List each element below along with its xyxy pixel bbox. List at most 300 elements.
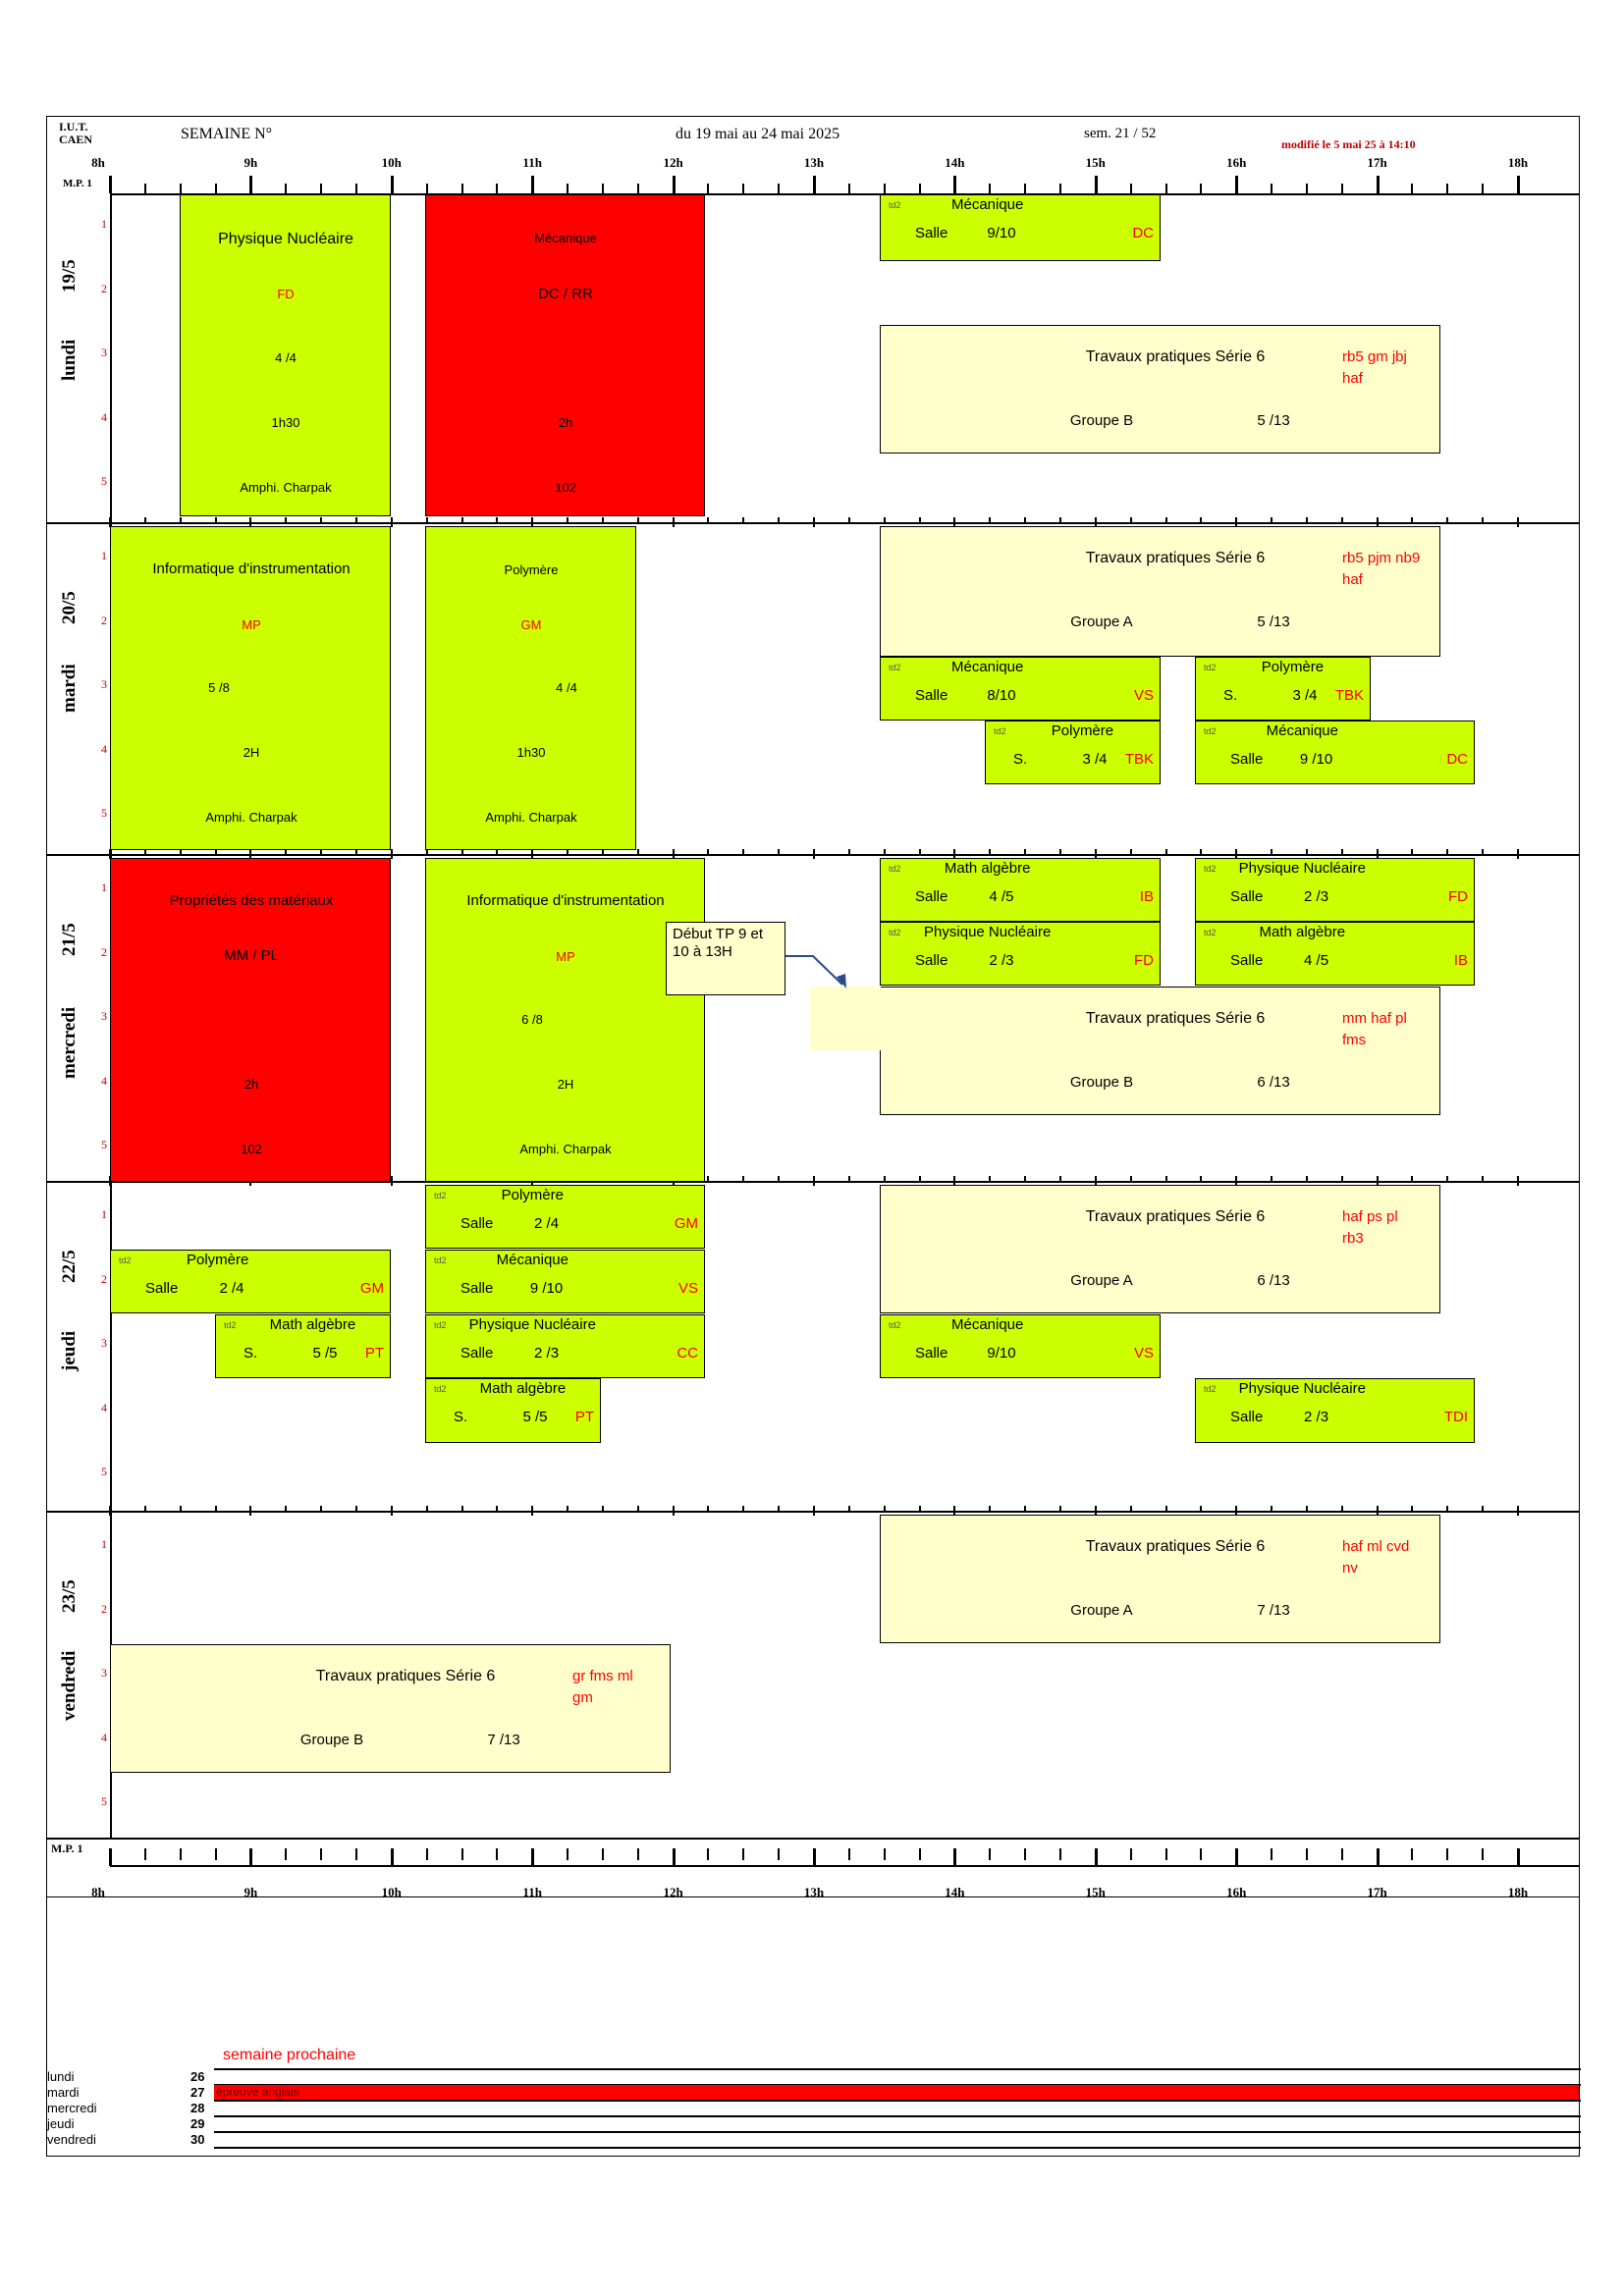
tp-group: Groupe B: [299, 1732, 364, 1748]
separator-tick: [673, 517, 675, 527]
tp-group: Groupe A: [1070, 1272, 1133, 1289]
time-axis-bottom-top: [46, 1838, 1580, 1840]
td-session: 2 /4: [219, 1280, 244, 1297]
separator-tick: [1165, 517, 1167, 523]
time-tick: [215, 1848, 217, 1860]
separator-tick: [707, 1506, 709, 1512]
separator-tick: [1482, 517, 1484, 523]
separator-tick: [1306, 1176, 1308, 1182]
td-tag: td2: [1204, 1384, 1217, 1394]
separator-tick: [1200, 517, 1202, 523]
time-tick: [1059, 184, 1061, 193]
td-mecanique[interactable]: [1195, 721, 1475, 784]
td-room: Salle: [1230, 888, 1264, 905]
separator-tick: [1024, 1506, 1026, 1512]
time-tick: [249, 176, 252, 193]
td-session: 5 /5: [522, 1409, 548, 1425]
time-tick: [355, 1848, 357, 1860]
time-tick: [109, 1848, 112, 1866]
time-tick: [1306, 184, 1308, 193]
separator-tick: [426, 517, 428, 523]
tp-serie-6[interactable]: [880, 1515, 1440, 1643]
separator-tick: [285, 1506, 287, 1512]
separator-tick: [884, 517, 886, 523]
separator-tick: [637, 517, 639, 523]
time-tick: [1059, 1848, 1061, 1860]
time-tick: [884, 1848, 886, 1860]
td-session: 9 /10: [529, 1280, 564, 1297]
td-polymere[interactable]: [985, 721, 1161, 784]
td-room: Salle: [915, 1345, 948, 1362]
separator-tick: [1130, 517, 1132, 523]
td-session: 9/10: [987, 225, 1016, 241]
td-math-algebre[interactable]: [1195, 922, 1475, 986]
td-physique-nucleaire[interactable]: [880, 922, 1161, 986]
td-tag: td2: [889, 663, 901, 672]
td-room: S.: [1013, 751, 1028, 768]
time-tick: [1377, 1848, 1380, 1866]
tp-teachers: haf ps pl: [1342, 1208, 1398, 1225]
hour-label: 9h: [244, 1885, 258, 1899]
time-tick: [953, 1848, 956, 1866]
next-week-row: [47, 2132, 1579, 2147]
separator-tick: [144, 1506, 146, 1512]
tp-group: Groupe B: [1069, 412, 1134, 429]
hour-label: 13h: [803, 1885, 825, 1899]
separator-tick: [1517, 849, 1519, 859]
tp-serie-6[interactable]: [880, 325, 1440, 454]
slot-number: 3: [101, 1009, 107, 1023]
time-tick: [1130, 184, 1132, 193]
schedule-note: Début TP 9 et 10 à 13H: [666, 922, 785, 995]
time-tick: [531, 176, 534, 193]
separator-tick: [1024, 517, 1026, 523]
td-polymere[interactable]: [425, 1185, 705, 1249]
separator-tick: [1411, 1506, 1413, 1512]
separator-tick: [673, 1506, 675, 1516]
separator-tick: [742, 517, 744, 523]
td-mecanique[interactable]: [880, 657, 1161, 721]
time-tick: [1200, 184, 1202, 193]
separator-tick: [1200, 849, 1202, 855]
td-room: Salle: [915, 888, 948, 905]
td-tag: td2: [224, 1320, 237, 1330]
next-week-row: [47, 2085, 1579, 2100]
time-tick: [180, 184, 182, 193]
hour-label: 8h: [91, 155, 105, 170]
separator-tick: [1517, 1176, 1519, 1186]
tp-extension-area: [810, 987, 881, 1050]
hour-label: 13h: [803, 155, 825, 170]
slot-number: 3: [101, 677, 107, 691]
td-teacher: DC: [1132, 225, 1154, 241]
day-name: jeudi: [59, 1330, 80, 1371]
separator-tick: [919, 517, 921, 523]
separator-tick: [144, 517, 146, 523]
time-tick: [426, 184, 428, 193]
next-week-date: 26: [190, 2069, 205, 2084]
hour-label: 10h: [381, 155, 402, 170]
tp-teachers: gr fms ml: [572, 1668, 633, 1684]
tp-teachers-2: rb3: [1342, 1230, 1364, 1247]
next-week-day: jeudi: [47, 2116, 75, 2131]
slot-number: 4: [101, 741, 107, 756]
td-title: Polymère: [1261, 659, 1325, 675]
td-room: S.: [454, 1409, 468, 1425]
td-session: 2 /3: [1304, 888, 1329, 905]
time-tick: [813, 1848, 816, 1866]
course-informatique-instrumentation[interactable]: Informatique d'instrumentation MP 5 /8 2H Amphi. Charpak: [110, 526, 391, 850]
separator-tick: [637, 849, 639, 855]
slot-number: 1: [101, 217, 107, 231]
hour-label: 16h: [1226, 1885, 1247, 1899]
tp-teachers: mm haf pl: [1342, 1010, 1407, 1027]
next-week-date: 28: [190, 2101, 205, 2115]
hour-label: 8h: [91, 1885, 105, 1899]
td-teacher: PT: [364, 1345, 384, 1362]
separator-tick: [461, 1506, 463, 1512]
course-polymere[interactable]: Polymère GM 4 /4 1h30 Amphi. Charpak: [425, 526, 636, 850]
td-teacher: FD: [1134, 952, 1154, 969]
time-tick: [180, 1848, 182, 1860]
slot-number: 1: [101, 1207, 107, 1221]
separator-tick: [1165, 1506, 1167, 1512]
hour-label: 11h: [522, 155, 542, 170]
td-room: Salle: [460, 1280, 494, 1297]
separator-tick: [285, 517, 287, 523]
td-session: 4 /5: [1304, 952, 1329, 969]
course-physique-nucleaire[interactable]: Physique Nucléaire FD 4 /4 1h30 Amphi. Charpak: [180, 194, 391, 516]
next-week-day: mercredi: [47, 2101, 97, 2115]
time-tick: [813, 176, 816, 193]
time-tick: [1517, 176, 1520, 193]
slot-number: 2: [101, 1601, 107, 1616]
td-tag: td2: [1204, 928, 1217, 937]
td-tag: td2: [889, 928, 901, 937]
time-tick: [1200, 1848, 1202, 1860]
separator-tick: [1517, 517, 1519, 527]
day-date: 22/5: [59, 1250, 80, 1283]
separator-tick: [1059, 1506, 1061, 1512]
separator-tick: [1271, 1176, 1272, 1182]
slot-number: 3: [101, 1336, 107, 1350]
td-teacher: IB: [1139, 888, 1154, 905]
separator-tick: [249, 1506, 251, 1516]
separator-tick: [1411, 517, 1413, 523]
td-math-algebre[interactable]: [215, 1314, 391, 1378]
td-title: Physique Nucléaire: [468, 1316, 596, 1333]
separator-tick: [813, 849, 815, 859]
td-title: Mécanique: [1266, 722, 1338, 739]
time-tick: [602, 1848, 604, 1860]
time-tick: [742, 1848, 744, 1860]
separator-tick: [707, 1176, 709, 1182]
td-teacher: TBK: [1334, 687, 1364, 704]
slot-number: 3: [101, 346, 107, 359]
time-tick: [320, 184, 322, 193]
group-label-top: M.P. 1: [63, 178, 92, 189]
separator-tick: [1482, 849, 1484, 855]
separator-tick: [391, 1176, 393, 1186]
next-week-row: [47, 2069, 1579, 2084]
next-week-row: [47, 2116, 1579, 2131]
td-tag: td2: [1204, 864, 1217, 874]
separator-tick: [391, 517, 393, 527]
hour-label: 15h: [1085, 1885, 1106, 1899]
td-teacher: PT: [574, 1409, 594, 1425]
day-date: 19/5: [59, 259, 80, 293]
separator-tick: [1411, 849, 1413, 855]
day-name: mercredi: [59, 1006, 80, 1079]
td-tag: td2: [889, 1320, 901, 1330]
td-tag: td2: [889, 200, 901, 210]
slot-number: 5: [101, 474, 107, 488]
td-room: S.: [1223, 687, 1238, 704]
td-room: Salle: [1230, 751, 1264, 768]
td-session: 4 /5: [989, 888, 1014, 905]
hour-label: 18h: [1507, 1885, 1529, 1899]
separator-tick: [848, 1176, 850, 1182]
time-tick: [673, 1848, 676, 1866]
time-tick: [1517, 1848, 1520, 1866]
td-title: Physique Nucléaire: [1238, 860, 1366, 877]
separator-tick: [1306, 517, 1308, 523]
time-tick: [355, 184, 357, 193]
slot-number: 5: [101, 806, 107, 820]
time-tick: [1024, 1848, 1026, 1860]
slot-number: 2: [101, 281, 107, 295]
td-room: Salle: [460, 1215, 494, 1232]
td-math-algebre[interactable]: [425, 1378, 601, 1443]
time-tick: [778, 184, 780, 193]
hour-label: 12h: [663, 155, 683, 170]
tp-count: 6 /13: [1257, 1272, 1290, 1289]
hour-label: 17h: [1367, 1885, 1387, 1899]
td-session: 8/10: [987, 687, 1016, 704]
td-room: Salle: [915, 225, 948, 241]
td-title: Math algèbre: [269, 1316, 356, 1333]
hour-label: 16h: [1226, 155, 1247, 170]
date-range: du 19 mai au 24 mai 2025: [676, 126, 840, 142]
td-tag: td2: [434, 1384, 447, 1394]
tp-count: 5 /13: [1257, 412, 1290, 429]
tp-serie-6[interactable]: [880, 987, 1440, 1115]
slot-number: 1: [101, 1537, 107, 1551]
tp-serie-6[interactable]: [110, 1644, 671, 1773]
separator-tick: [1446, 1176, 1448, 1182]
separator-tick: [215, 517, 217, 523]
time-tick: [1165, 184, 1167, 193]
time-tick: [1095, 176, 1098, 193]
separator-tick: [1059, 517, 1061, 523]
note-arrow: [785, 947, 854, 991]
separator-tick: [1165, 849, 1167, 855]
time-tick: [919, 184, 921, 193]
separator-tick: [602, 517, 604, 523]
tp-teachers: rb5 pjm nb9: [1342, 550, 1421, 566]
tp-serie-6[interactable]: [880, 526, 1440, 657]
slot-number: 2: [101, 1271, 107, 1286]
time-tick: [496, 184, 498, 193]
separator-tick: [426, 1506, 428, 1512]
tp-title: Travaux pratiques Série 6: [315, 1668, 496, 1684]
separator-tick: [496, 517, 498, 523]
td-session: 2 /3: [534, 1345, 560, 1362]
td-teacher: TDI: [1443, 1409, 1468, 1425]
separator-tick: [1341, 1176, 1343, 1182]
day-name: lundi: [59, 339, 80, 381]
separator-tick: [602, 1506, 604, 1512]
separator-tick: [1306, 1506, 1308, 1512]
slot-number: 5: [101, 1794, 107, 1808]
slot-number: 4: [101, 1730, 107, 1744]
day-date: 23/5: [59, 1579, 80, 1613]
td-physique-nucleaire[interactable]: [1195, 1378, 1475, 1443]
time-tick: [391, 1848, 394, 1866]
separator-tick: [355, 517, 357, 523]
time-tick: [1271, 1848, 1272, 1860]
tp-group: Groupe A: [1070, 614, 1133, 630]
time-tick: [215, 184, 217, 193]
time-tick: [1446, 184, 1448, 193]
day-name: mardi: [59, 664, 80, 713]
next-week-row: [47, 2101, 1579, 2115]
separator-tick: [531, 1506, 533, 1516]
separator-tick: [637, 1506, 639, 1512]
separator-tick: [320, 517, 322, 523]
course-mecanique[interactable]: Mécanique DC / RR 2h 102: [425, 194, 705, 516]
td-mecanique[interactable]: [880, 194, 1161, 261]
tp-teachers-2: haf: [1342, 370, 1363, 387]
td-math-algebre[interactable]: [880, 858, 1161, 922]
separator-tick: [567, 1506, 568, 1512]
hour-label: 14h: [945, 155, 965, 170]
separator-tick: [1306, 849, 1308, 855]
td-polymere[interactable]: [110, 1250, 391, 1313]
td-session: 9/10: [987, 1345, 1016, 1362]
time-tick: [884, 184, 886, 193]
separator-tick: [884, 1176, 886, 1182]
tp-title: Travaux pratiques Série 6: [1085, 1538, 1266, 1555]
td-session: 3 /4: [1292, 687, 1318, 704]
separator-tick: [848, 517, 850, 523]
tp-title: Travaux pratiques Série 6: [1085, 1208, 1266, 1225]
separator-tick: [742, 1176, 744, 1182]
week-counter: sem. 21 / 52: [1084, 126, 1157, 141]
td-mecanique[interactable]: [425, 1250, 705, 1313]
time-tick: [567, 184, 568, 193]
td-title: Physique Nucléaire: [924, 924, 1052, 940]
td-room: Salle: [1230, 1409, 1264, 1425]
td-session: 2 /4: [534, 1215, 560, 1232]
tp-serie-6[interactable]: [880, 1185, 1440, 1313]
hour-label: 9h: [244, 155, 258, 170]
td-teacher: VS: [1133, 687, 1154, 704]
td-mecanique[interactable]: [880, 1314, 1161, 1378]
separator-tick: [109, 1506, 111, 1516]
time-tick: [1341, 1848, 1343, 1860]
time-tick: [848, 184, 850, 193]
time-tick: [673, 176, 676, 193]
time-tick: [1095, 1848, 1098, 1866]
time-tick: [1411, 1848, 1413, 1860]
td-room: Salle: [145, 1280, 179, 1297]
separator-tick: [1200, 1506, 1202, 1512]
time-tick: [461, 184, 463, 193]
separator-tick: [989, 1176, 991, 1182]
time-tick: [144, 1848, 146, 1860]
slot-number: 2: [101, 944, 107, 959]
time-tick: [1306, 1848, 1308, 1860]
separator-tick: [1200, 1176, 1202, 1182]
course-proprietes-materiaux[interactable]: Propriétés des matériaux MM / PL 2h 102: [110, 858, 391, 1182]
hour-label: 11h: [522, 1885, 542, 1899]
td-room: Salle: [1230, 952, 1264, 969]
time-tick: [1482, 184, 1484, 193]
separator-tick: [848, 849, 850, 855]
td-tag: td2: [434, 1255, 447, 1265]
time-tick: [989, 184, 991, 193]
td-physique-nucleaire[interactable]: [1195, 858, 1475, 922]
td-room: Salle: [915, 687, 948, 704]
course-informatique-instrumentation[interactable]: Informatique d'instrumentation MP 6 /8 2H Amphi. Charpak: [425, 858, 705, 1182]
tp-count: 7 /13: [487, 1732, 520, 1748]
tp-teachers: rb5 gm jbj: [1342, 348, 1407, 365]
time-tick: [567, 1848, 568, 1860]
time-tick: [602, 184, 604, 193]
next-week-day: lundi: [47, 2069, 75, 2084]
time-tick: [320, 1848, 322, 1860]
time-tick: [778, 1848, 780, 1860]
separator-tick: [989, 849, 991, 855]
tp-group: Groupe B: [1069, 1074, 1134, 1091]
td-title: Polymère: [1051, 722, 1114, 739]
time-tick: [637, 184, 639, 193]
separator-tick: [1024, 1176, 1026, 1182]
td-teacher: VS: [677, 1280, 698, 1297]
time-tick: [496, 1848, 498, 1860]
time-tick: [989, 1848, 991, 1860]
next-week-day: vendredi: [47, 2132, 96, 2147]
separator-tick: [1059, 1176, 1061, 1182]
td-polymere[interactable]: [1195, 657, 1371, 721]
td-title: Polymère: [186, 1252, 249, 1268]
separator-tick: [778, 517, 780, 523]
tp-teachers-2: nv: [1342, 1560, 1358, 1576]
separator-tick: [742, 1506, 744, 1512]
separator-tick: [180, 517, 182, 523]
separator-tick: [461, 517, 463, 523]
next-week-line: [214, 2147, 1581, 2149]
separator-tick: [1446, 517, 1448, 523]
slot-number: 3: [101, 1666, 107, 1680]
separator-tick: [1482, 1176, 1484, 1182]
td-physique-nucleaire[interactable]: [425, 1314, 705, 1378]
separator-tick: [1059, 849, 1061, 855]
td-session: 5 /5: [312, 1345, 338, 1362]
time-tick: [1235, 1848, 1238, 1866]
separator-tick: [919, 1506, 921, 1512]
separator-tick: [1341, 1506, 1343, 1512]
separator-tick: [919, 1176, 921, 1182]
separator-tick: [884, 1506, 886, 1512]
tp-group: Groupe A: [1070, 1602, 1133, 1619]
separator-tick: [1341, 849, 1343, 855]
separator-tick: [919, 849, 921, 855]
tp-count: 6 /13: [1257, 1074, 1290, 1091]
td-title: Math algèbre: [479, 1380, 567, 1397]
td-title: Mécanique: [950, 196, 1024, 213]
